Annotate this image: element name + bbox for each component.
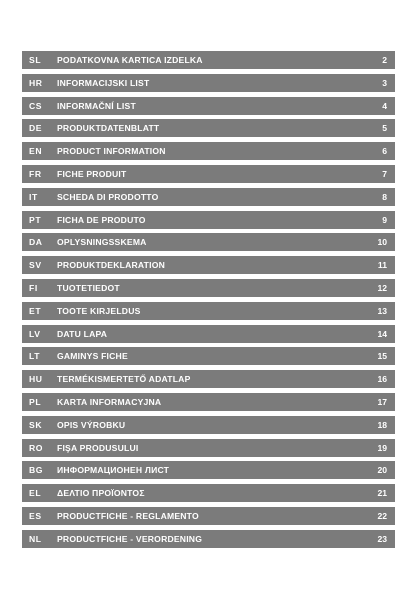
toc-row[interactable] xyxy=(22,530,395,548)
section-title: INFORMACIJSKI LIST xyxy=(57,77,150,88)
toc-row[interactable] xyxy=(22,188,395,206)
toc-row[interactable] xyxy=(22,74,395,92)
page-number: 17 xyxy=(377,396,387,407)
language-code: FI xyxy=(29,282,38,293)
language-code: ES xyxy=(29,510,42,521)
language-code: ET xyxy=(29,305,42,316)
page-number: 13 xyxy=(377,305,387,316)
language-code: HU xyxy=(29,374,43,385)
page-number: 8 xyxy=(382,191,387,202)
toc-row[interactable] xyxy=(22,484,395,502)
language-code: FR xyxy=(29,168,42,179)
language-code: SK xyxy=(29,419,43,430)
page-number: 10 xyxy=(377,237,387,248)
toc-row[interactable] xyxy=(22,233,395,251)
toc-row[interactable] xyxy=(22,507,395,525)
language-code: NL xyxy=(29,533,42,544)
language-code: SL xyxy=(29,55,42,65)
page-number: 12 xyxy=(377,282,387,293)
page-number: 20 xyxy=(377,465,387,476)
toc-row[interactable] xyxy=(22,211,395,229)
table-of-contents xyxy=(22,51,395,553)
page-number: 4 xyxy=(382,100,387,111)
toc-row[interactable] xyxy=(22,461,395,479)
language-code: LV xyxy=(29,328,41,339)
toc-row[interactable] xyxy=(22,416,395,434)
section-title: OPLYSNINGSSKEMA xyxy=(57,237,147,248)
page-number: 16 xyxy=(377,374,387,385)
page-number: 15 xyxy=(377,351,387,362)
page-number: 19 xyxy=(377,442,387,453)
language-code: PL xyxy=(29,396,42,407)
toc-row[interactable] xyxy=(22,439,395,457)
toc-row[interactable] xyxy=(22,119,395,137)
page-number: 7 xyxy=(382,168,387,179)
section-title: DATU LAPA xyxy=(57,328,108,339)
language-code: RO xyxy=(29,442,44,453)
language-code: PT xyxy=(29,214,42,225)
toc-row[interactable] xyxy=(22,142,395,160)
toc-row[interactable] xyxy=(22,347,395,365)
toc-row[interactable] xyxy=(22,97,395,115)
toc-row[interactable] xyxy=(22,325,395,343)
page-number: 14 xyxy=(377,328,387,339)
language-code: EN xyxy=(29,146,43,157)
section-title: TERMÉKISMERTETŐ ADATLAP xyxy=(57,374,191,385)
section-title: PRODUKTDATENBLATT xyxy=(57,123,160,134)
toc-row[interactable] xyxy=(22,370,395,388)
page-number: 18 xyxy=(377,419,387,430)
section-title: PRODUKTDEKLARATION xyxy=(57,260,165,271)
language-code: IT xyxy=(29,191,38,202)
section-title: ΔΕΛΤΙΟ ΠΡΟΪΟΝΤΟΣ xyxy=(57,488,145,499)
section-title: TUOTETIEDOT xyxy=(57,282,120,293)
section-title: FICHE PRODUIT xyxy=(57,168,127,179)
toc-row[interactable] xyxy=(22,165,395,183)
toc-row[interactable] xyxy=(22,256,395,274)
section-title: INFORMAČNÍ LIST xyxy=(57,100,136,111)
section-title: KARTA INFORMACYJNA xyxy=(57,396,162,407)
page-number: 22 xyxy=(377,510,387,521)
section-title: PRODUCT INFORMATION xyxy=(57,146,166,157)
language-code: CS xyxy=(29,100,43,111)
section-title: OPIS VÝROBKU xyxy=(57,419,126,430)
section-title: PRODUCTFICHE - REGLAMENTO xyxy=(57,510,199,521)
page-number: 23 xyxy=(377,533,387,544)
language-code: LT xyxy=(29,351,41,362)
page-number: 5 xyxy=(382,123,387,134)
page-number: 6 xyxy=(382,146,387,157)
section-title: TOOTE KIRJELDUS xyxy=(57,305,141,316)
section-title: FIŞA PRODUSULUI xyxy=(57,442,139,453)
page-number: 21 xyxy=(377,488,387,499)
language-code: EL xyxy=(29,488,42,499)
language-code: HR xyxy=(29,77,43,88)
section-title: PODATKOVNA KARTICA IZDELKA xyxy=(57,55,203,65)
toc-row[interactable] xyxy=(22,302,395,320)
page-number: 9 xyxy=(382,214,387,225)
toc-row[interactable] xyxy=(22,51,395,69)
page-number: 2 xyxy=(382,55,387,65)
language-code: BG xyxy=(29,465,44,476)
section-title: SCHEDA DI PRODOTTO xyxy=(57,191,159,202)
toc-row[interactable] xyxy=(22,393,395,411)
section-title: GAMINYS FICHE xyxy=(57,351,128,362)
page-number: 3 xyxy=(382,77,387,88)
language-code: DE xyxy=(29,123,43,134)
language-code: DA xyxy=(29,237,43,248)
page-number: 11 xyxy=(377,260,387,271)
toc-row[interactable] xyxy=(22,279,395,297)
section-title: FICHA DE PRODUTO xyxy=(57,214,146,225)
language-code: SV xyxy=(29,260,42,271)
section-title: ИНФОРМАЦИОНЕН ЛИСТ xyxy=(57,465,170,476)
section-title: PRODUCTFICHE - VERORDENING xyxy=(57,533,203,544)
